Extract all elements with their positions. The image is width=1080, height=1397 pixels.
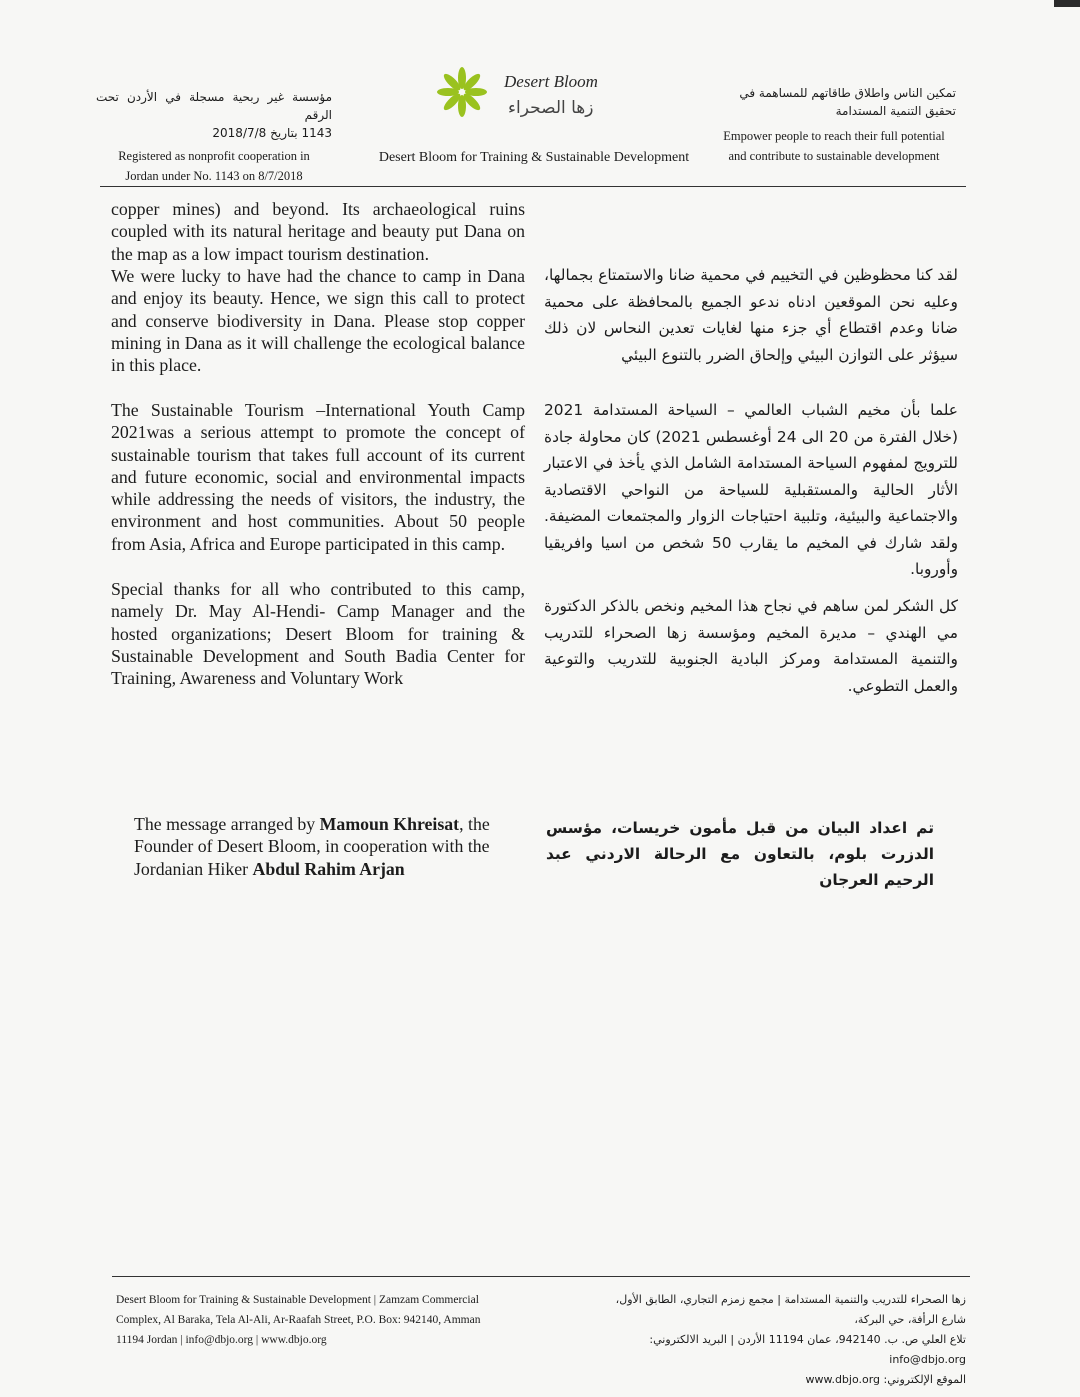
brand-name-ar: زها الصحراء: [508, 98, 594, 118]
footer-en-line-1: Desert Bloom for Training & Sustainable Development | Zamzam Commercial: [116, 1294, 479, 1306]
footer-en-line-2: Complex, Al Baraka, Tela Al-Ali, Ar-Raafah Street, P.O. Box: 942140, Amman: [116, 1314, 481, 1326]
mission-en-line-2: and contribute to sustainable development: [728, 149, 940, 163]
signature-en: [134, 813, 522, 880]
header-divider: [100, 186, 966, 187]
en-paragraph-1: copper mines) and beyond. Its archaeological ruins coupled with its natural heritage and beauty put Dana on the map as a low impact tourism destination.: [111, 199, 525, 264]
header-registration-block: [96, 88, 332, 186]
registration-ar-line-1: مؤسسة غير ربحية مسجلة في الأردن تحت الرقم: [96, 90, 332, 122]
ar-paragraph-1: لقد كنا محظوظين في التخييم في محمية ضانا والاستمتاع بجمالها، وعليه نحن الموقعين ادناه ندعو الجميع بالمحافظة على محمية ضانا وعدم اقتطاع أي جزء منها لغايات تعدين النحاس لان ذلك سيؤثر على التوازن البيئي وإلحاق الضرر بالتنوع البيئي: [544, 266, 958, 364]
footer-en-line-3: 11194 Jordan | info@dbjo.org | www.dbjo.org: [116, 1334, 327, 1346]
mission-ar-line-1: تمكين الناس واطلاق طاقاتهم للمساهمة في: [739, 86, 956, 100]
registration-en-line-2: Jordan under No. 1143 on 8/7/2018: [125, 169, 303, 183]
footer-ar-line-3: الموقع الإلكتروني: www.dbjo.org: [805, 1373, 966, 1386]
registration-en-line-1: Registered as nonprofit cooperation in: [118, 149, 310, 163]
mission-ar-line-2: تحقيق التنمية المستدامة: [835, 104, 956, 118]
en-paragraph-4: Special thanks for all who contributed to this camp, namely Dr. May Al-Hendi- Camp Manager and the hosted organizations; Desert Bloom for training & Sustainable Development and South Badia Center for Training, Awareness and Voluntary Work: [111, 579, 525, 689]
footer-ar-line-1: زها الصحراء للتدريب والتنمية المستدامة | مجمع زمزم التجاري، الطابق الأول، شارع الرأفة، حي البركة،: [615, 1293, 966, 1326]
en-paragraph-3: The Sustainable Tourism –International Youth Camp 2021was a serious attempt to promote the concept of sustainable tourism that takes full account of its current and future economic, social and environmental impacts while addressing the needs of visitors, the industry, the environment and host communities. About 50 people from Asia, Africa and Europe participated in this camp.: [111, 400, 525, 554]
desert-bloom-logo-icon: [432, 64, 508, 120]
footer-divider: [112, 1276, 970, 1277]
footer-address-en: [116, 1290, 516, 1350]
hiker-name: Abdul Rahim Arjan: [252, 858, 405, 879]
registration-ar-line-2: 1143 بتاريخ 2018/7/8: [212, 126, 332, 140]
mission-en-line-1: Empower people to reach their full potential: [723, 129, 945, 143]
signature-text-1: The message arranged by: [134, 814, 320, 834]
header-mission-block: [712, 84, 956, 166]
signature-text-2: , the Founder of Desert Bloom, in cooperation with the Jordanian Hiker: [134, 814, 490, 879]
signature-ar: تم اعداد البيان من قبل مأمون خريسات، مؤسس الدزرت بلوم، بالتعاون مع الرحالة الاردني عبد الرحيم العرجان: [546, 819, 934, 889]
en-paragraph-2: We were lucky to have had the chance to camp in Dana and enjoy its beauty. Hence, we sign this call to protect and conserve biodiversity in Dana. Please stop copper mining in Dana as it will challenge the ecological balance in this place.: [111, 266, 525, 376]
organization-name: Desert Bloom for Training & Sustainable Development: [378, 150, 690, 165]
ar-paragraph-3: كل الشكر لمن ساهم في نجاح هذا المخيم ونخص بالذكر الدكتورة مي الهندي – مديرة المخيم ومؤسسة زها الصحراء للتدريب والتنمية المستدامة ومركز البادية الجنوبية للتدريب والتوعية والعمل التطوعي.: [544, 597, 958, 695]
footer-address-ar: [590, 1290, 966, 1390]
brand-name-en: Desert Bloom: [504, 72, 598, 91]
ar-paragraph-2: علما بأن مخيم الشباب العالمي – السياحة المستدامة 2021 (خلال الفترة من 20 الى 24 أوغسطس 2021) كان محاولة جادة للترويج لمفهوم السياحة المستدامة الشامل الذي يأخذ في الاعتبار الأثار الحالية والمستقبلية للسياحة من النواحي الاقتصادية والاجتماعية والبيئية، وتلبية احتياجات الزوار والمجتمعات المضيفة. ولقد شارك في المخيم ما يقارب 50 شخص من اسيا وافريقيا وأوروبا.: [544, 401, 958, 578]
footer-ar-line-2: تلاع العلي ص. ب. 942140، عمان 11194 الأردن | البريد الالكتروني: info@dbjo.org: [649, 1333, 966, 1366]
founder-name: Mamoun Khreisat: [319, 814, 460, 834]
scan-edge-mark: [1054, 0, 1080, 7]
